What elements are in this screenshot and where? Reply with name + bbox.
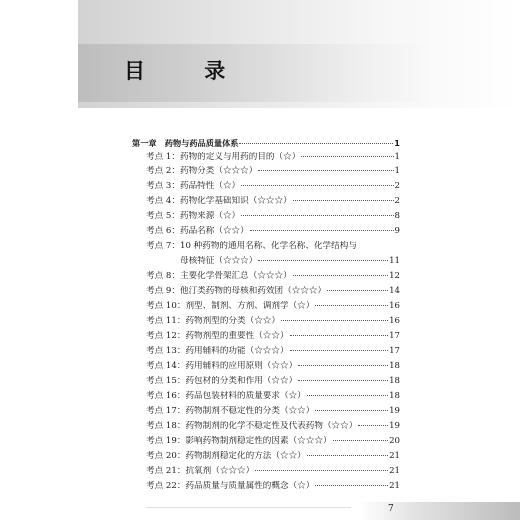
toc-entry xyxy=(146,181,400,192)
toc-entry-page: 8 xyxy=(394,211,400,221)
toc-leader xyxy=(293,275,388,276)
toc-entry-label: 考点 13：药用辅料的功能（☆☆☆） xyxy=(146,346,289,356)
toc-entry-label: 考点 14：药用辅料的应用原则（☆☆） xyxy=(146,361,298,371)
toc-leader xyxy=(293,200,394,201)
toc-entry-label: 考点 8：主要化学骨架汇总（☆☆☆） xyxy=(146,271,292,281)
footer-band xyxy=(360,502,520,520)
toc-entry-page: 11 xyxy=(389,256,400,266)
toc-entry xyxy=(146,436,400,447)
toc-entry xyxy=(146,211,400,222)
toc-entry-page: 18 xyxy=(389,361,400,371)
toc-entry xyxy=(146,226,400,237)
toc-entry-page: 1 xyxy=(394,152,400,162)
toc-entry-page: 1 xyxy=(394,166,400,176)
toc-entry xyxy=(146,241,400,252)
toc-entry-label: 第一章 药物与药品质量体系 xyxy=(132,138,239,148)
toc-leader xyxy=(298,365,388,366)
toc-leader xyxy=(315,410,388,411)
toc-entry-page: 9 xyxy=(394,226,400,236)
toc-entry-page: 21 xyxy=(389,466,400,476)
toc-entry-label: 考点 12：药物剂型的重要性（☆☆） xyxy=(146,331,289,341)
toc-entry xyxy=(146,331,400,342)
toc-entry-label: 考点 18：药物制剂的化学不稳定性及代表药物（☆☆） xyxy=(146,421,358,431)
toc-entry xyxy=(146,451,400,462)
toc-entry xyxy=(146,316,400,327)
toc-leader xyxy=(241,185,393,186)
toc-entry xyxy=(146,376,400,387)
toc-entry-label: 考点 10：剂型、制剂、方剂、调剂学（☆） xyxy=(146,301,315,311)
toc-leader xyxy=(315,485,388,486)
toc-entry-label: 考点 2：药物分类（☆☆☆） xyxy=(146,166,258,176)
toc-entry-page: 19 xyxy=(389,406,400,416)
toc-entry-page: 20 xyxy=(389,436,400,446)
toc-leader xyxy=(255,470,388,471)
toc-leader xyxy=(358,425,388,426)
toc-entry-label: 考点 16：药品包装材料的质量要求（☆） xyxy=(146,391,306,401)
page-number: 7 xyxy=(388,504,394,514)
toc-entry-page: 17 xyxy=(389,346,400,356)
toc-entry xyxy=(146,286,400,297)
toc-entry-page: 2 xyxy=(394,196,400,206)
toc-leader xyxy=(281,320,388,321)
toc-entry-page: 2 xyxy=(394,181,400,191)
toc-entry-page: 19 xyxy=(389,421,400,431)
toc-entry-label: 考点 11：药物剂型的分类（☆☆） xyxy=(146,316,280,326)
toc-entry xyxy=(146,391,400,402)
page-title: 目 录 xyxy=(124,59,252,83)
toc-entry-label: 考点 3：药品特性（☆） xyxy=(146,181,241,191)
toc-entry-page: 18 xyxy=(389,376,400,386)
toc-leader xyxy=(327,290,388,291)
toc-leader xyxy=(307,455,388,456)
toc-entry-page: 21 xyxy=(389,481,400,491)
toc-entry xyxy=(146,271,400,282)
toc-entry xyxy=(146,466,400,477)
toc-entry-label: 考点 21：抗氧剂（☆☆☆） xyxy=(146,466,255,476)
toc-entry-label: 考点 4：药物化学基础知识（☆☆☆） xyxy=(146,196,292,206)
toc-entry-label: 考点 20：药物制剂稳定化的方法（☆☆） xyxy=(146,451,306,461)
toc-entry xyxy=(146,421,400,432)
toc-leader xyxy=(315,305,388,306)
toc-leader xyxy=(258,260,388,261)
toc-entry-label: 考点 17：药物制剂不稳定性的分类（☆☆） xyxy=(146,406,315,416)
toc-entry xyxy=(146,346,400,357)
toc-leader xyxy=(298,380,388,381)
toc-entry xyxy=(146,481,400,492)
toc-entry-continuation xyxy=(180,256,400,267)
toc-entry-label: 考点 7：10 种药物的通用名称、化学名称、化学结构与 xyxy=(146,241,357,251)
toc-entry xyxy=(146,152,400,163)
toc-entry-page: 16 xyxy=(389,316,400,326)
toc-leader xyxy=(290,350,388,351)
toc-entry-label: 考点 5：药物来源（☆） xyxy=(146,211,241,221)
toc-entry-page: 14 xyxy=(389,286,400,296)
toc-entry xyxy=(146,361,400,372)
toc-entry-chapter-1 xyxy=(132,138,400,149)
toc-entry-label: 考点 1：药物的定义与用药的目的（☆） xyxy=(146,152,301,162)
toc-entry xyxy=(146,406,400,417)
toc-leader xyxy=(258,170,393,171)
toc-leader xyxy=(250,230,394,231)
toc-leader xyxy=(239,143,393,144)
toc-entry-label: 考点 6：药品名称（☆☆） xyxy=(146,226,249,236)
toc-entry-page: 17 xyxy=(389,331,400,341)
toc-leader xyxy=(301,156,393,157)
toc-leader xyxy=(290,335,388,336)
toc-entry-page: 18 xyxy=(389,391,400,401)
toc-leader xyxy=(333,440,389,441)
toc-entry-page: 16 xyxy=(389,301,400,311)
toc-entry-label: 考点 22：药品质量与质量属性的概念（☆） xyxy=(146,481,315,491)
toc-entry-label: 母核特征（☆☆☆） xyxy=(180,256,258,266)
toc-entry xyxy=(146,196,400,207)
toc-entry xyxy=(146,166,400,177)
toc-entry-label: 考点 9：他汀类药物的母核和药效团（☆☆☆） xyxy=(146,286,327,296)
toc-leader xyxy=(241,215,393,216)
toc-entry-page: 12 xyxy=(389,271,400,281)
toc-entry-label: 考点 15：药包材的分类和作用（☆☆） xyxy=(146,376,298,386)
toc-entry-page: 21 xyxy=(389,451,400,461)
footer-divider xyxy=(146,507,351,508)
toc-leader xyxy=(307,395,388,396)
toc-entry-page: 1 xyxy=(394,138,400,148)
toc-entry xyxy=(146,301,400,312)
toc-entry-label: 考点 19：影响药物制剂稳定性的因素（☆☆☆） xyxy=(146,436,332,446)
